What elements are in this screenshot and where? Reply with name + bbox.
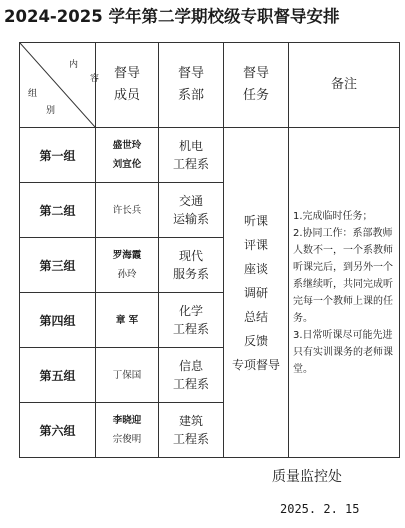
group-dept: 交通 运输系 bbox=[159, 183, 224, 238]
task-item: 专项督导 bbox=[231, 357, 280, 372]
group-dept: 建筑 工程系 bbox=[159, 403, 224, 458]
header-dept: 督导 系部 bbox=[159, 43, 224, 128]
group-name: 第三组 bbox=[20, 238, 96, 293]
group-name: 第五组 bbox=[20, 348, 96, 403]
task-item: 反馈 bbox=[243, 333, 268, 348]
group-members: 李晓迎 宗俊明 bbox=[96, 403, 159, 458]
notes-cell bbox=[289, 128, 400, 458]
header-content-label-1: 内 bbox=[69, 60, 79, 70]
group-dept: 机电 工程系 bbox=[159, 128, 224, 183]
group-name: 第一组 bbox=[20, 128, 96, 183]
note-item: 2.协同工作：系部教师人数不一，一个系教师听课完后，到另外一个系继续听，共同完成听完每一个教师上课的任务。 bbox=[293, 227, 393, 324]
note-item: 1.完成临时任务； bbox=[293, 210, 373, 222]
diagonal-line bbox=[20, 43, 95, 127]
group-name: 第二组 bbox=[20, 183, 96, 238]
schedule-table bbox=[19, 42, 400, 458]
group-members: 罗海霞 孙玲 bbox=[96, 238, 159, 293]
task-item: 总结 bbox=[243, 309, 268, 324]
group-name: 第四组 bbox=[20, 293, 96, 348]
group-members: 盛世玲 刘宜伦 bbox=[96, 128, 159, 183]
table-row bbox=[20, 128, 400, 183]
header-row bbox=[20, 43, 400, 128]
task-item: 调研 bbox=[243, 285, 268, 300]
header-task: 督导 任务 bbox=[224, 43, 289, 128]
group-members: 章 军 bbox=[96, 293, 159, 348]
group-members: 许长兵 bbox=[96, 183, 159, 238]
group-name: 第六组 bbox=[20, 403, 96, 458]
header-group-label-2: 别 bbox=[46, 106, 56, 116]
task-item: 听课 bbox=[243, 213, 268, 228]
task-item: 座谈 bbox=[243, 261, 268, 276]
task-item: 评课 bbox=[243, 237, 268, 252]
header-group-label-1: 组 bbox=[28, 89, 38, 99]
header-notes: 备注 bbox=[289, 43, 400, 128]
group-dept: 现代 服务系 bbox=[159, 238, 224, 293]
note-item: 3.日常听课尽可能先进只有实训课务的老师课堂。 bbox=[293, 329, 393, 375]
group-dept: 化学 工程系 bbox=[159, 293, 224, 348]
task-list bbox=[224, 128, 289, 458]
group-dept: 信息 工程系 bbox=[159, 348, 224, 403]
issue-date: 2025. 2. 15 bbox=[280, 502, 360, 516]
group-members: 丁保国 bbox=[96, 348, 159, 403]
header-members: 督导 成员 bbox=[96, 43, 159, 128]
issuing-office: 质量监控处 bbox=[272, 469, 342, 485]
diagonal-header-cell bbox=[20, 43, 100, 128]
header-content-label-2: 容 bbox=[90, 74, 100, 84]
page-title: 2024-2025 学年第二学期校级专职督导安排 bbox=[4, 7, 340, 26]
